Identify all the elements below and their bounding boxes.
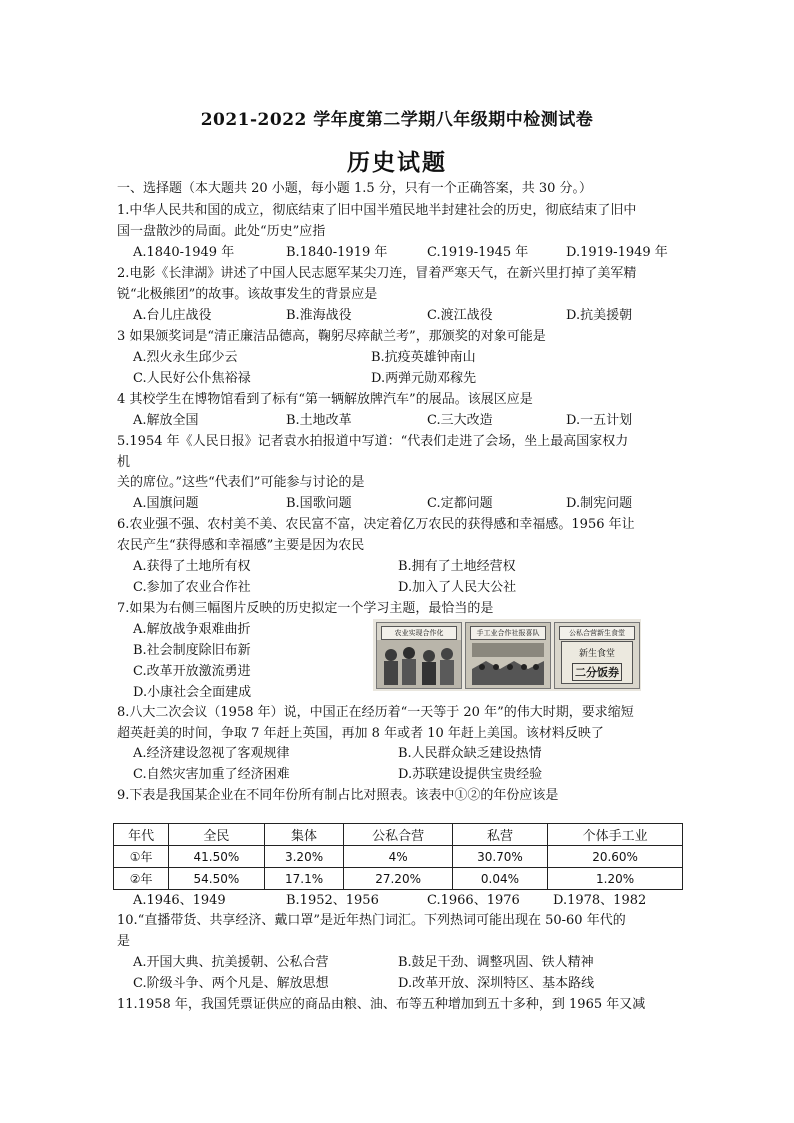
table-header: 集体 [264,824,344,846]
photo-caption-2: 手工业合作社报喜队 [470,626,546,640]
ticket-line-2: 二分饭券 [572,663,622,681]
table-cell: 17.1% [264,868,344,890]
photo-joint-canteen-ticket [554,622,640,689]
q9-option-d: D.1978、1982 [553,893,647,908]
q2-option-d: D.抗美援朝 [566,308,633,323]
table-cell: 3.20% [264,846,344,868]
q8-option-d: D.苏联建设提供宝贵经验 [398,767,543,782]
table-cell: 20.60% [548,846,683,868]
question-11-line-1: 11.1958 年，我国凭票证供应的商品由粮、油、布等五种增加到五十多种，到 1965 年又减 [117,997,646,1012]
table-header: 个体手工业 [548,824,683,846]
question-1-line-1: 1.中华人民共和国的成立，彻底结束了旧中国半殖民地半封建社会的历史，彻底结束了旧中 [117,203,637,218]
table-header: 私营 [452,824,547,846]
question-9-line-1: 9.下表是我国某企业在不同年份所有制占比对照表。该表中①②的年份应该是 [117,788,559,803]
table-header-row [114,824,683,846]
question-5-line-3: 关的席位。”这些“代表们”可能参与讨论的是 [117,475,365,490]
question-4-line-1: 4 其校学生在博物馆看到了标有“第一辆解放牌汽车”的展品。该展区应是 [117,392,533,407]
table-cell: ①年 [114,846,169,868]
table-cell: 54.50% [169,868,264,890]
q4-option-b: B.土地改革 [286,413,352,428]
table-cell: 0.04% [452,868,547,890]
question-6-line-2: 农民产生“获得感和幸福感”主要是因为农民 [117,538,365,553]
q1-option-b: B.1840-1919 年 [286,245,388,260]
q10-option-a: A.开国大典、抗美援朝、公私合营 [133,955,329,970]
q5-option-b: B.国歌问题 [286,496,352,511]
q4-option-a: A.解放全国 [133,413,199,428]
question-6-line-1: 6.农业强不强、农村美不美、农民富不富，决定着亿万农民的获得感和幸福感。1956 年让 [117,517,635,532]
q2-option-a: A.台儿庄战役 [133,308,212,323]
question-2-line-1: 2.电影《长津湖》讲述了中国人民志愿军某尖刀连，冒着严寒天气，在新兴里打掉了美军精 [117,266,637,281]
q6-option-b: B.拥有了土地经营权 [398,559,516,574]
meal-ticket [561,641,633,684]
q8-option-a: A.经济建设忽视了客观规律 [133,746,290,761]
q7-option-c: C.改革开放激流勇进 [133,664,251,679]
question-5-line-2: 机 [117,455,131,470]
q5-option-a: A.国旗问题 [133,496,199,511]
table-cell: ②年 [114,868,169,890]
photo-agriculture-cooperative [376,622,462,689]
q5-option-c: C.定都问题 [427,496,493,511]
table-cell: 41.50% [169,846,264,868]
question-3-line-1: 3 如果颁奖词是“清正廉洁品德高，鞠躬尽瘁献兰考”，那颁奖的对象可能是 [117,329,546,344]
photo-caption-3: 公私合营新生食堂 [559,626,635,640]
q2-option-b: B.淮海战役 [286,308,352,323]
q6-option-a: A.获得了土地所有权 [133,559,251,574]
q9-option-c: C.1966、1976 [427,893,520,908]
q8-option-b: B.人民群众缺乏建设热情 [398,746,542,761]
q7-option-b: B.社会制度除旧布新 [133,643,251,658]
question-8-line-2: 超英赶美的时间，争取 7 年赶上英国，再加 8 年或者 10 年赶上美国。该材料反映了 [117,726,604,741]
q2-option-c: C.渡江战役 [427,308,493,323]
ticket-line-1: 新生食堂 [578,649,615,659]
table-cell: 4% [344,846,452,868]
q7-option-a: A.解放战争艰难曲折 [133,622,251,637]
q3-option-b: B.抗疫英雄钟南山 [371,350,476,365]
question-2-line-2: 锐“北极熊团”的故事。该故事发生的背景应是 [117,287,378,302]
q3-option-d: D.两弹元勋邓稼先 [371,371,477,386]
question-1-line-2: 国一盘散沙的局面。此处“历史”应指 [117,224,326,239]
q4-option-d: D.一五计划 [566,413,633,428]
question-10-line-1: 10.“直播带货、共享经济、戴口罩”是近年热门词汇。下列热词可能出现在 50-60 年代的 [117,913,626,928]
historical-photos [373,619,641,691]
section-heading: 一、选择题（本大题共 20 小题，每小题 1.5 分，只有一个正确答案，共 30 分。） [117,181,593,196]
q4-option-c: C.三大改造 [427,413,493,428]
q1-option-d: D.1919-1949 年 [566,245,668,260]
crowd-illustration [377,623,461,688]
ownership-table [113,823,683,890]
table-header: 公私合营 [344,824,452,846]
table-row [114,846,683,868]
q6-option-d: D.加入了人民大公社 [398,580,517,595]
table-row [114,868,683,890]
exam-subtitle: 历史试题 [347,149,447,176]
q9-option-b: B.1952、1956 [286,893,379,908]
q9-option-a: A.1946、1949 [133,893,226,908]
table-cell: 1.20% [548,868,683,890]
table-cell: 27.20% [344,868,452,890]
table-header: 全民 [169,824,264,846]
question-5-line-1: 5.1954 年《人民日报》记者袁水拍报道中写道：“代表们走进了会场，坐上最高国家权力 [117,434,629,449]
q6-option-c: C.参加了农业合作社 [133,580,251,595]
q10-option-d: D.改革开放、深圳特区、基本路线 [398,976,595,991]
table-header: 年代 [114,824,169,846]
photo-handicraft-cooperative [465,622,551,689]
q3-option-c: C.人民好公仆焦裕禄 [133,371,251,386]
q7-option-d: D.小康社会全面建成 [133,685,252,700]
question-8-line-1: 8.八大二次会议（1958 年）说，中国正在经历着“一天等于 20 年”的伟大时期，要求缩短 [117,705,634,720]
q1-option-a: A.1840-1949 年 [133,245,235,260]
question-7-line-1: 7.如果为右侧三幅图片反映的历史拟定一个学习主题，最恰当的是 [117,601,494,616]
q3-option-a: A.烈火永生邱少云 [133,350,238,365]
photo-caption-1: 农业实现合作化 [381,626,457,640]
q10-option-b: B.鼓足干劲、调整巩固、铁人精神 [398,955,594,970]
exam-title: 2021-2022 学年度第二学期八年级期中检测试卷 [200,110,594,130]
q5-option-d: D.制宪问题 [566,496,633,511]
question-10-line-2: 是 [117,934,131,949]
q10-option-c: C.阶级斗争、两个凡是、解放思想 [133,976,329,991]
table-cell: 30.70% [452,846,547,868]
q1-option-c: C.1919-1945 年 [427,245,529,260]
q8-option-c: C.自然灾害加重了经济困难 [133,767,290,782]
